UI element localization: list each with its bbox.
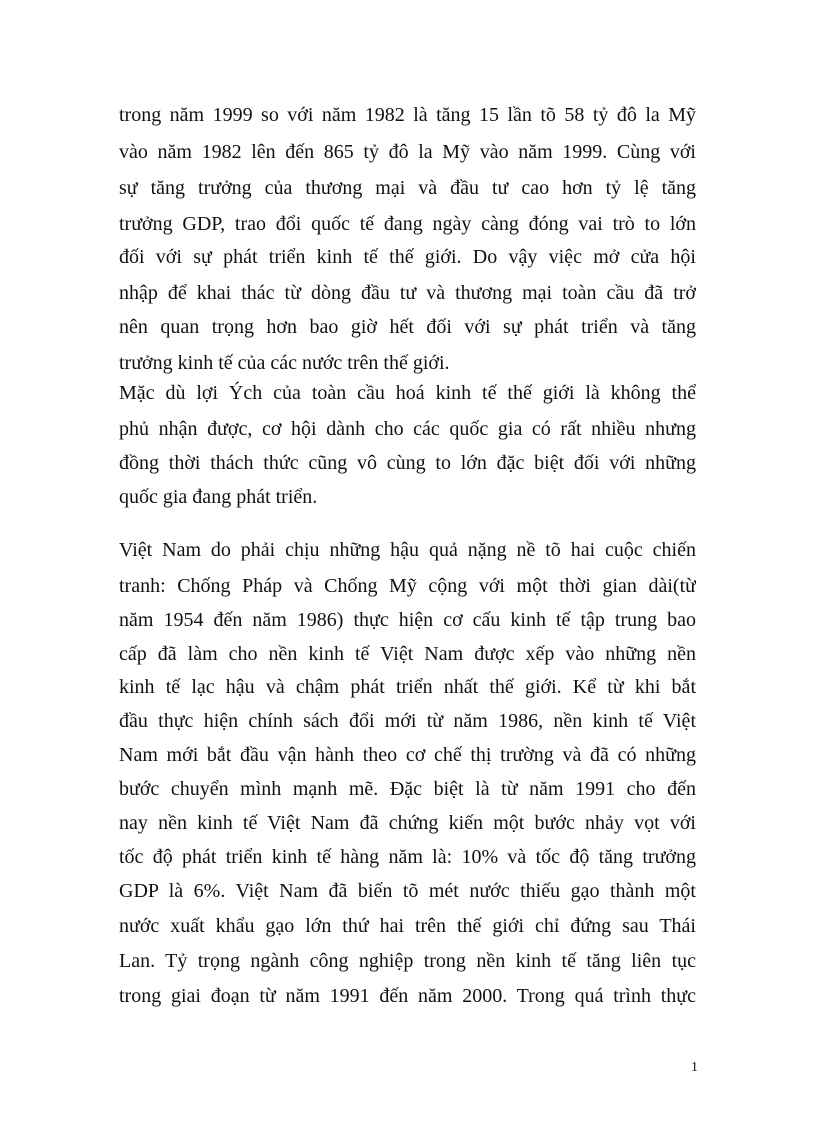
text-line: phủ nhận được, cơ hội dành cho các quốc gia có rất nhiều nhưng — [119, 418, 696, 440]
text-line: trong giai đoạn từ năm 1991 đến năm 2000. Trong quá trình thực — [119, 985, 696, 1007]
text-line: vào năm 1982 lên đến 865 tỷ đô la Mỹ vào năm 1999. Cùng với — [119, 141, 696, 163]
text-line: Mặc dù lợi Ých của toàn cầu hoá kinh tế thế giới là không thể — [119, 382, 696, 404]
text-line: đồng thời thách thức cũng vô cùng to lớn đặc biệt đối với những — [119, 452, 696, 474]
text-line: Nam mới bắt đầu vận hành theo cơ chế thị trường và đã có những — [119, 744, 696, 766]
text-line: bước chuyển mình mạnh mẽ. Đặc biệt là từ năm 1991 cho đến — [119, 778, 696, 800]
text-line: kinh tế lạc hậu và chậm phát triển nhất thế giới. Kể từ khi bắt — [119, 676, 696, 698]
text-line: năm 1954 đến năm 1986) thực hiện cơ cấu kinh tế tập trung bao — [119, 609, 696, 631]
text-line: tranh: Chống Pháp và Chống Mỹ cộng với một thời gian dài(từ — [119, 575, 696, 597]
text-line: nhập để khai thác từ dòng đầu tư và thương mại toàn cầu đã trở — [119, 282, 696, 304]
text-line: tốc độ phát triển kinh tế hàng năm là: 10% và tốc độ tăng trưởng — [119, 846, 696, 868]
text-line: đầu thực hiện chính sách đổi mới từ năm 1986, nền kinh tế Việt — [119, 710, 696, 732]
text-line: cấp đã làm cho nền kinh tế Việt Nam được xếp vào những nền — [119, 643, 696, 665]
text-line: trong năm 1999 so với năm 1982 là tăng 15 lần tõ 58 tỷ đô la Mỹ — [119, 104, 696, 126]
text-line: nay nền kinh tế Việt Nam đã chứng kiến một bước nhảy vọt với — [119, 812, 696, 834]
text-line: Lan. Tỷ trọng ngành công nghiệp trong nền kinh tế tăng liên tục — [119, 950, 696, 972]
text-line: trưởng kinh tế của các nước trên thế giới. — [119, 352, 450, 374]
text-line: Việt Nam do phải chịu những hậu quả nặng nề tõ hai cuộc chiến — [119, 539, 696, 561]
text-line: nước xuất khẩu gạo lớn thứ hai trên thế giới chỉ đứng sau Thái — [119, 915, 696, 937]
text-line: đối với sự phát triển kinh tế thế giới. Do vậy việc mở cửa hội — [119, 246, 696, 268]
page-number: 1 — [691, 1060, 698, 1075]
text-line: nên quan trọng hơn bao giờ hết đối với sự phát triển và tăng — [119, 316, 696, 338]
text-line: sự tăng trưởng của thương mại và đầu tư cao hơn tỷ lệ tăng — [119, 177, 696, 199]
text-line: GDP là 6%. Việt Nam đã biến tõ mét nước thiếu gạo thành một — [119, 880, 696, 902]
text-line: trưởng GDP, trao đổi quốc tế đang ngày càng đóng vai trò to lớn — [119, 213, 696, 235]
text-line: quốc gia đang phát triển. — [119, 486, 318, 508]
